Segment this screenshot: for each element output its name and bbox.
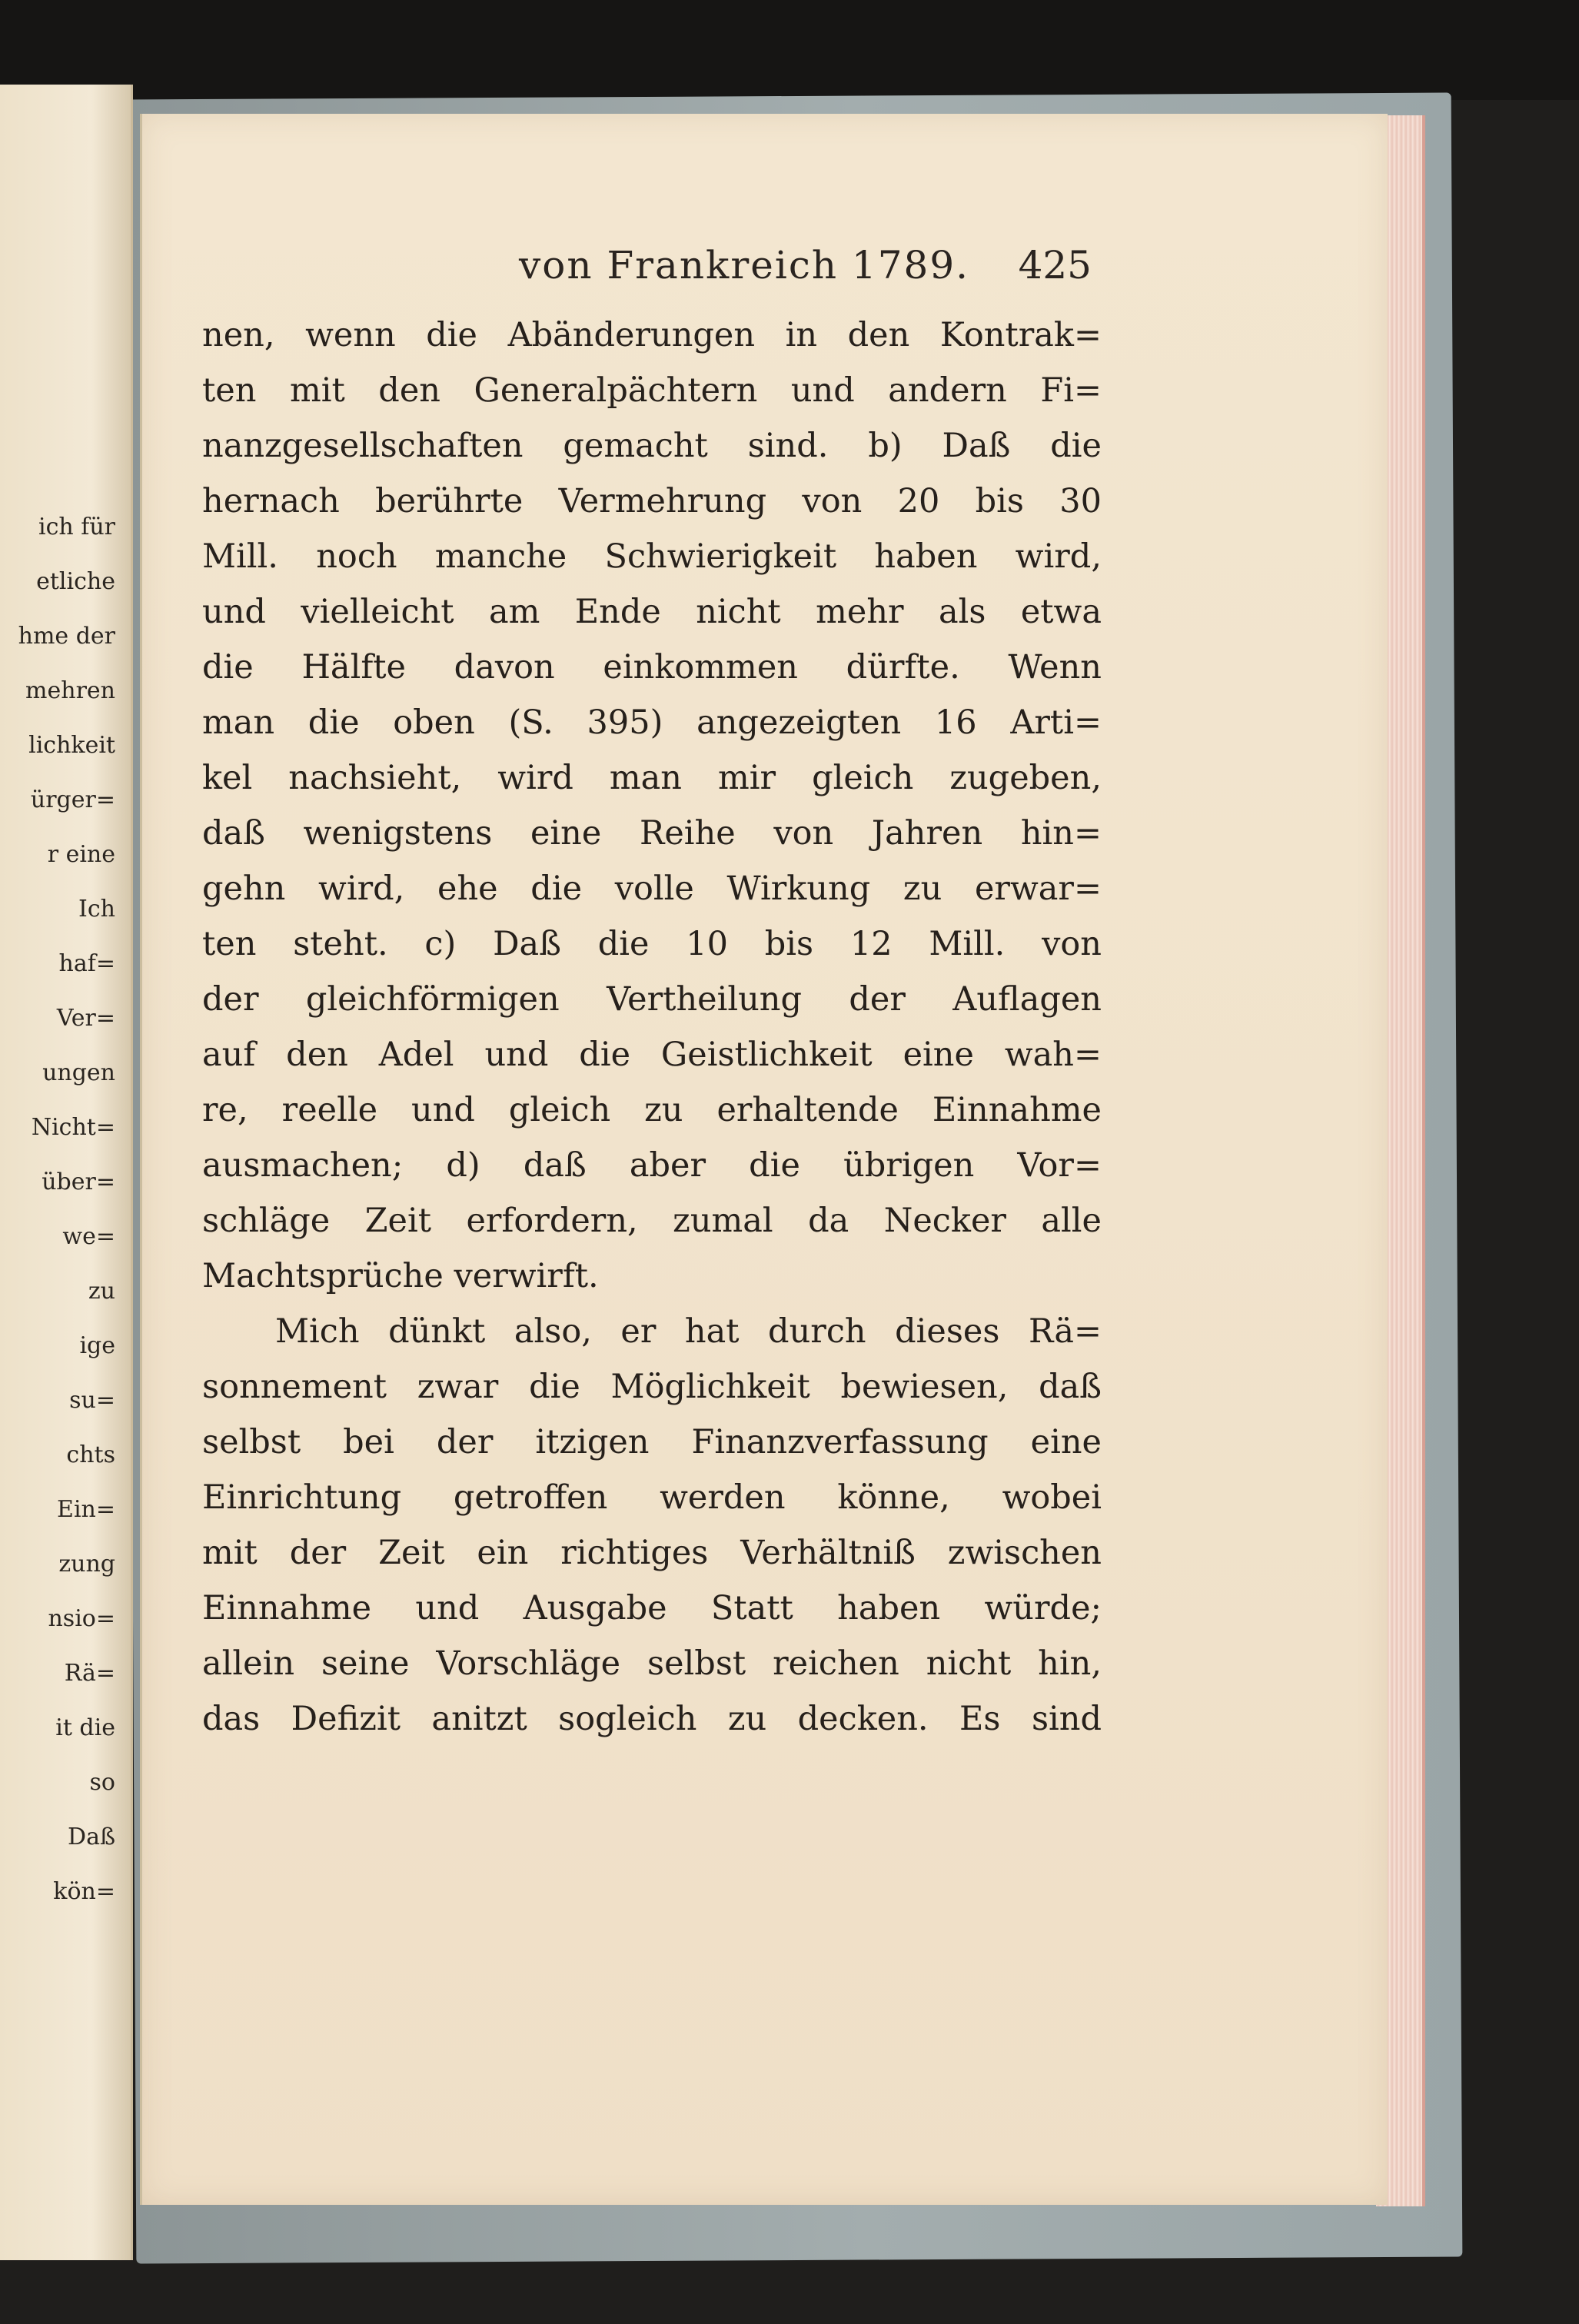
left-page-line: it die (55, 1714, 115, 1741)
text-line: und vielleicht am Ende nicht mehr als etwa (202, 593, 1102, 631)
left-page-line: über= (42, 1169, 115, 1195)
text-line: kel nachsieht, wird man mir gleich zugeben, (202, 759, 1102, 797)
text-line: man die oben (S. 395) angezeigten 16 Arti= (202, 703, 1102, 742)
text-line: allein seine Vorschläge selbst reichen nicht hin, (202, 1644, 1102, 1683)
left-page-line: Ver= (56, 1005, 115, 1032)
dark-background (0, 0, 1579, 100)
text-line: nanzgesellschaften gemacht sind. b) Daß die (202, 427, 1102, 465)
left-page-line: ige (79, 1332, 115, 1359)
text-line: ausmachen; d) daß aber die übrigen Vor= (202, 1146, 1102, 1185)
text-line: hernach berührte Vermehrung von 20 bis 30 (202, 482, 1102, 520)
left-page-line: chts (66, 1441, 115, 1468)
text-line: sonnement zwar die Möglichkeit bewiesen, daß (202, 1368, 1102, 1406)
left-page-line: haf= (58, 950, 115, 977)
running-head (377, 243, 1092, 297)
left-page-line: nsio= (48, 1605, 115, 1632)
left-page-line: hme der (18, 623, 115, 650)
text-line: mit der Zeit ein richtiges Verhältniß zwischen (202, 1534, 1102, 1572)
left-page-line: ich für (38, 514, 115, 540)
text-line: Einrichtung getroffen werden könne, wobei (202, 1478, 1102, 1517)
text-line: gehn wird, ehe die volle Wirkung zu erwar= (202, 869, 1102, 908)
left-page-line: zu (88, 1278, 115, 1305)
left-page-line: etliche (36, 568, 115, 595)
paragraph-end-line: Machtsprüche verwirft. (202, 1257, 599, 1295)
left-page-line: r eine (47, 841, 115, 868)
text-line: Mill. noch manche Schwierigkeit haben wird, (202, 537, 1102, 576)
left-page-line: su= (69, 1387, 115, 1414)
text-line: auf den Adel und die Geistlichkeit eine wah= (202, 1036, 1102, 1074)
left-page-line: lichkeit (28, 732, 115, 759)
text-line: daß wenigstens eine Reihe von Jahren hin= (202, 814, 1102, 853)
left-page-line: zung (58, 1551, 115, 1578)
left-page-line: we= (62, 1223, 115, 1250)
running-head-title: von Frankreich 1789. (519, 243, 970, 288)
left-page-text (0, 500, 129, 1919)
text-line: Einnahme und Ausgabe Statt haben würde; (202, 1589, 1102, 1627)
paragraph-start-line: Mich dünkt also, er hat durch dieses Rä= (275, 1312, 1102, 1351)
left-page-line: Rä= (64, 1660, 115, 1687)
left-page-line: so (89, 1769, 115, 1796)
text-line: die Hälfte davon einkommen dürfte. Wenn (202, 648, 1102, 687)
text-line: re, reelle und gleich zu erhaltende Einnahme (202, 1091, 1102, 1129)
text-line: das Defizit anitzt sogleich zu decken. Es sind (202, 1700, 1102, 1738)
text-line: ten mit den Generalpächtern und andern Fi= (202, 371, 1102, 410)
body-text (202, 308, 1102, 1747)
left-page-line: Ein= (57, 1496, 115, 1523)
left-page-line: Nicht= (31, 1114, 115, 1141)
text-line: selbst bei der itzigen Finanzverfassung eine (202, 1423, 1102, 1461)
text-line: ten steht. c) Daß die 10 bis 12 Mill. von (202, 925, 1102, 963)
left-page-line: ürger= (30, 786, 115, 813)
text-line: schläge Zeit erfordern, zumal da Necker alle (202, 1202, 1102, 1240)
left-page (0, 85, 133, 2260)
text-line: der gleichförmigen Vertheilung der Auflagen (202, 980, 1102, 1019)
left-page-line: Daß (68, 1824, 115, 1850)
left-page-line: Ich (78, 896, 115, 923)
left-page-line: mehren (25, 677, 115, 704)
left-page-line: ungen (42, 1059, 115, 1086)
left-page-line: kön= (53, 1878, 115, 1905)
page-number: 425 (1018, 243, 1092, 288)
text-line: nen, wenn die Abänderungen in den Kontrak= (202, 316, 1102, 354)
